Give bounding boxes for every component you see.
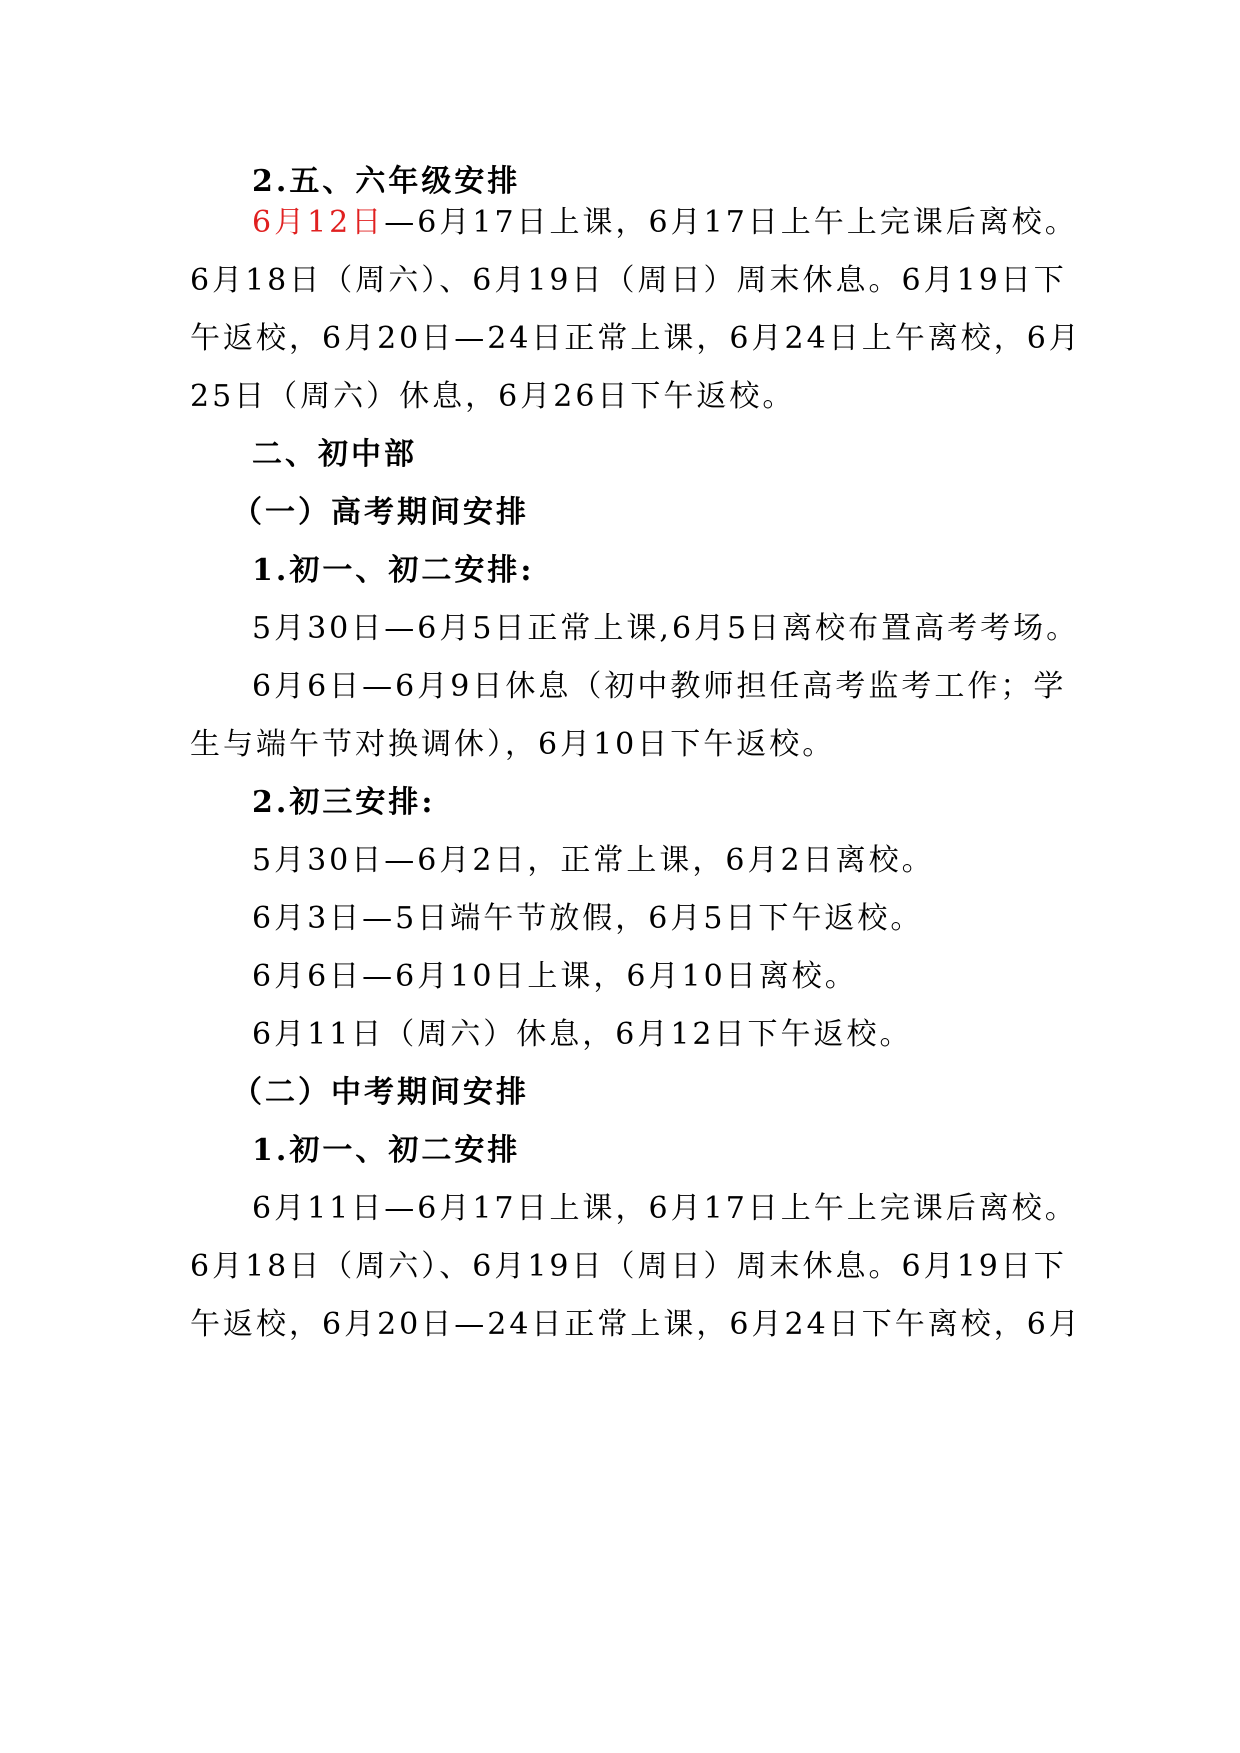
heading-grade-7-8-zhongkao: 1.初一、初二安排 [252,1133,521,1168]
paragraph-line: 6月18日（周六）、6月19日（周日）周末休息。6月19日下 [190,1249,1067,1284]
paragraph-line: 午返校，6月20日—24日正常上课，6月24日上午离校，6月 [190,321,1082,356]
subsection-heading-zhongkao: （二）中考期间安排 [232,1075,529,1110]
paragraph-line: 5月30日—6月2日，正常上课，6月2日离校。 [252,843,935,878]
paragraph-line: 25日（周六）休息，6月26日下午返校。 [190,379,796,414]
paragraph-text: —6月17日上课，6月17日上午上完课后离校。 [384,205,1078,240]
paragraph-line [252,203,1078,243]
paragraph-line: 6月6日—6月9日休息（初中教师担任高考监考工作；学 [252,669,1067,704]
subsection-heading-gaokao: （一）高考期间安排 [232,495,529,530]
paragraph-line: 6月18日（周六）、6月19日（周日）周末休息。6月19日下 [190,263,1067,298]
paragraph-line: 6月6日—6月10日上课，6月10日离校。 [252,959,858,994]
section-heading-junior-high: 二、初中部 [252,437,417,472]
paragraph-line: 6月11日—6月17日上课，6月17日上午上完课后离校。 [252,1191,1078,1226]
heading-grade-5-6: 2.五、六年级安排 [252,164,521,199]
paragraph-line: 午返校，6月20日—24日正常上课，6月24日下午离校，6月 [190,1307,1082,1342]
paragraph-line: 6月11日（周六）休息，6月12日下午返校。 [252,1017,913,1052]
highlighted-date: 6月12日 [252,205,385,240]
heading-grade-7-8: 1.初一、初二安排: [252,553,535,588]
paragraph-line: 6月3日—5日端午节放假，6月5日下午返校。 [252,901,924,936]
paragraph-line: 生与端午节对换调休），6月10日下午返校。 [190,727,836,762]
heading-grade-9: 2.初三安排: [252,785,436,820]
paragraph-line: 5月30日—6月5日正常上课,6月5日离校布置高考考场。 [252,611,1080,646]
